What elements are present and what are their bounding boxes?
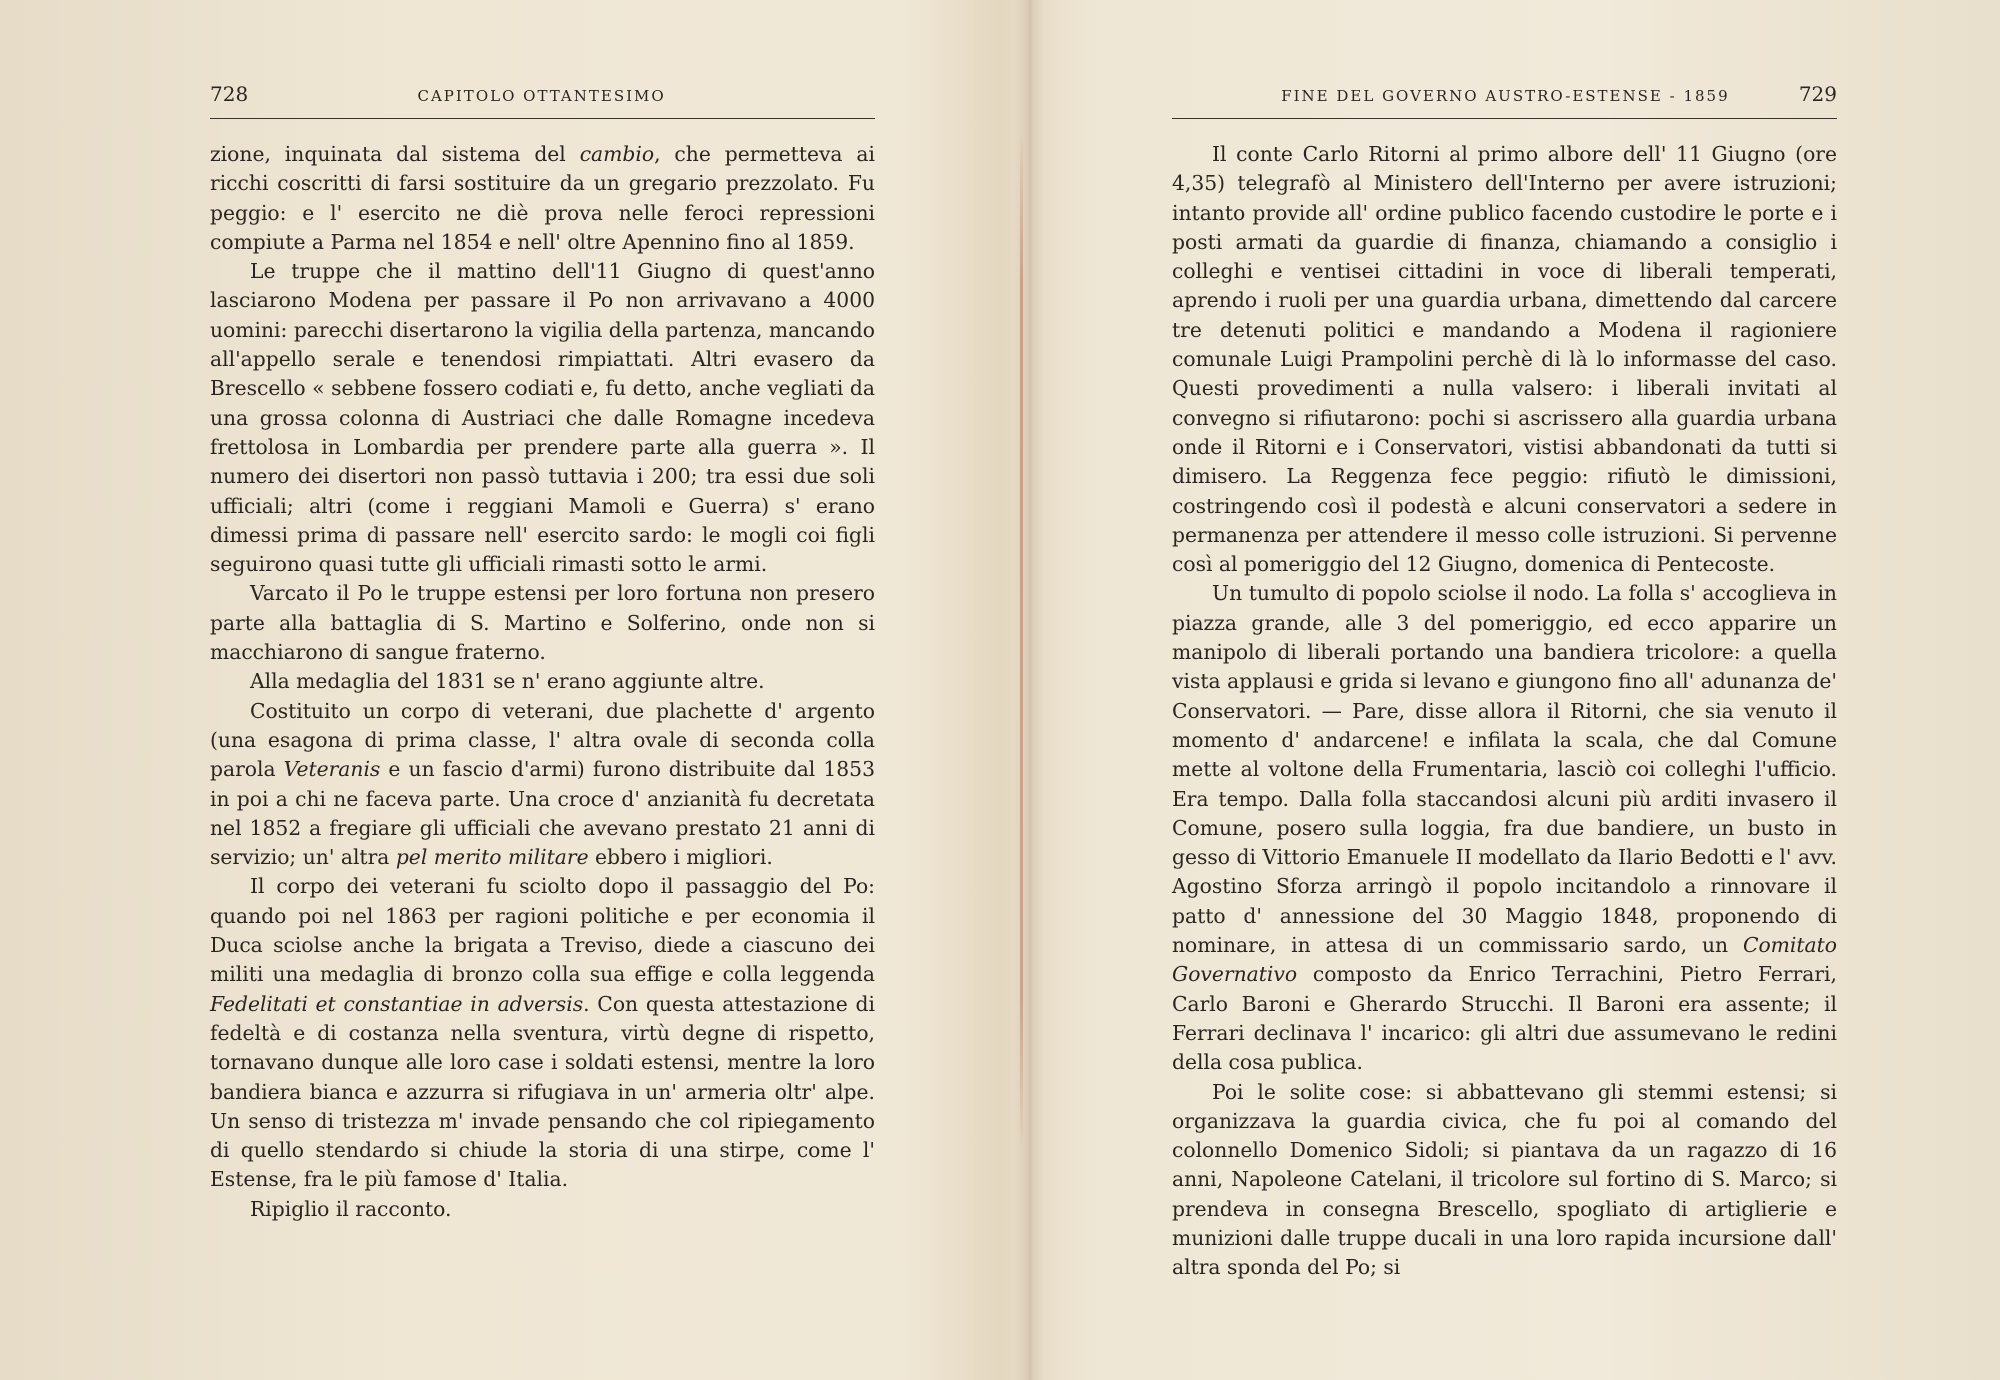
italic-phrase: cambio [579,142,655,166]
left-page [210,0,875,1380]
paragraph: Poi le solite cose: si abbattevano gli stemmi estensi; si organizzava la guardia civica, che fu poi al comando del colonnello Domenico Sidoli; si piantava da un ragazzo di 16 anni, Napoleone Catelani, il tricolore sul fortino di S. Marco; si prendeva in consegna Brescello, spogliato di artiglierie e munizioni dalle truppe ducali in una loro rapida incursione dall' altra sponda del Po; si [1172,1079,1837,1280]
paragraph: Costituito un corpo di veterani, due plachette d' argento (una esagona di prima classe, l' altra ovale di seconda colla parola Veteranis e un fascio d'armi) furono distribuite dal 1853 in poi a chi ne faceva parte. Una croce d' anzianità fu decretata nel 1852 a fregiare gli ufficiali che avevano prestato 21 anni di servizio; un' altra pel merito militare ebbero i migliori. [210,698,875,870]
left-page-number: 728 [210,82,249,106]
right-page-number: 729 [1798,82,1837,106]
paragraph: zione, inquinata dal sistema del cambio, che permetteva ai ricchi coscritti di farsi sostituire da un gregario prezzolato. Fu peggio: e l' esercito ne diè prova nelle feroci repressioni compiute a Parma nel 1854 e nell' oltre Apennino fino al 1859. [210,142,875,254]
italic-phrase: Fedelitati et constantiae in adversis [210,991,584,1016]
italic-phrase: pel merito militare [395,845,589,870]
paragraph: Alla medaglia del 1831 se n' erano aggiunte altre. [250,669,765,694]
left-running-head: CAPITOLO OTTANTESIMO [417,87,666,105]
right-page [1172,0,1837,1380]
paragraph: Il corpo dei veterani fu sciolto dopo il passaggio del Po: quando poi nel 1863 per ragioni politiche e per economia il Duca sciolse anche la brigata a Treviso, diede a ciascuno dei militi una medaglia di bronzo colla sua effige e colla leggenda Fedelitati et constantiae in adversis. Con questa attestazione di fedeltà e di costanza nella sventura, virtù degne di rispetto, tornavano dunque alle loro case i soldati estensi, mentre la loro bandiera bianca e azzurra si rifugiava in un' armeria oltr' alpe. Un senso di tristezza m' invade pensando che col ripiegamento di quello stendardo si chiude la storia di una stirpe, come l' Estense, fra le più famose d' Italia. [210,874,875,1192]
italic-phrase: Comitato Governativo [1172,933,1837,987]
paragraph: Le truppe che il mattino dell'11 Giugno di quest'anno lasciarono Modena per passare il Po non arrivavano a 4000 uomini: parecchi disertarono la vigilia della partenza, mancando all'appello serale e tenendosi rimpiattati. Altri evasero da Brescello « sebbene fossero codiati e, fu detto, anche vegliati da una grossa colonna di Austriaci che dalle Romagne incedeva frettolosa in Lombardia per prendere parte alla guerra ». Il numero dei disertori non passò tuttavia i 200; tra essi due soli ufficiali; altri (come i reggiani Mamoli e Guerra) s' erano dimessi prima di passare nell' esercito sardo: le mogli coi figli seguirono quasi tutte gli ufficiali rimasti sotto le armi. [210,259,875,577]
left-page-body [210,140,875,1224]
left-page-header [210,82,875,119]
italic-phrase: Veteranis [283,757,381,782]
paragraph: Ripiglio il racconto. [250,1196,452,1221]
paragraph: Un tumulto di popolo sciolse il nodo. La folla s' accoglieva in piazza grande, alle 3 del pomeriggio, ed ecco apparire un manipolo di liberali portando una bandiera tricolore: a quella vista applausi e grida si levano e giungono fino all' adunanza de' Conservatori. — Pare, disse allora il Ritorni, che sia venuto il momento d' andarcene! e infilata la scala, che dal Comune mette al voltone della Frumentaria, lasciò coi colleghi l'ufficio. Era tempo. Dalla folla staccandosi alcuni più arditi invasero il Comune, posero sulla loggia, fra due bandiere, un busto in gesso di Vittorio Emanuele II modellato da Ilario Bedotti e l' avv. Agostino Sforza arringò il popolo incitandolo a rinnovare il patto d' annessione del 30 Maggio 1848, proponendo di nominare, in attesa di un commissario sardo, un Comitato Governativo composto da Enrico Terrachini, Pietro Ferrari, Carlo Baroni e Gherardo Strucchi. Il Baroni era assente; il Ferrari declinava l' incarico: gli altri due assumevano le redini della cosa publica. [1172,581,1837,1075]
paragraph: Il conte Carlo Ritorni al primo albore dell' 11 Giugno (ore 4,35) telegrafò al Ministero dell'Interno per avere istruzioni; intanto provide all' ordine publico facendo custodire le porte e i posti armati da guardie di finanza, chiamando a consiglio i colleghi e ventisei cittadini in voce di liberali temperati, aprendo i ruoli per una guardia urbana, dimettendo dal carcere tre detenuti politici e mandando a Modena il ragioniere comunale Luigi Prampolini perchè di là lo informasse del caso. Questi provedimenti a nulla valsero: i liberali invitati al convegno si rifiutarono: pochi si ascrissero alla guardia urbana onde il Ritorni e i Conservatori, vistisi abbandonati da tutti si dimisero. La Reggenza fece peggio: rifiutò le dimissioni, costringendo così il podestà e alcuni conservatori a sedere in permanenza per attendere il messo colle istruzioni. Si pervenne così al pomeriggio del 12 Giugno, domenica di Pentecoste. [1172,142,1837,577]
paragraph: Varcato il Po le truppe estensi per loro fortuna non presero parte alla battaglia di S. Martino e Solferino, onde non si macchiarono di sangue fraterno. [210,581,875,665]
right-page-header [1172,82,1837,119]
right-page-body [1172,140,1837,1283]
binding-fold [1020,130,1023,1150]
right-running-head: FINE DEL GOVERNO AUSTRO-ESTENSE - 1859 [1281,87,1730,105]
